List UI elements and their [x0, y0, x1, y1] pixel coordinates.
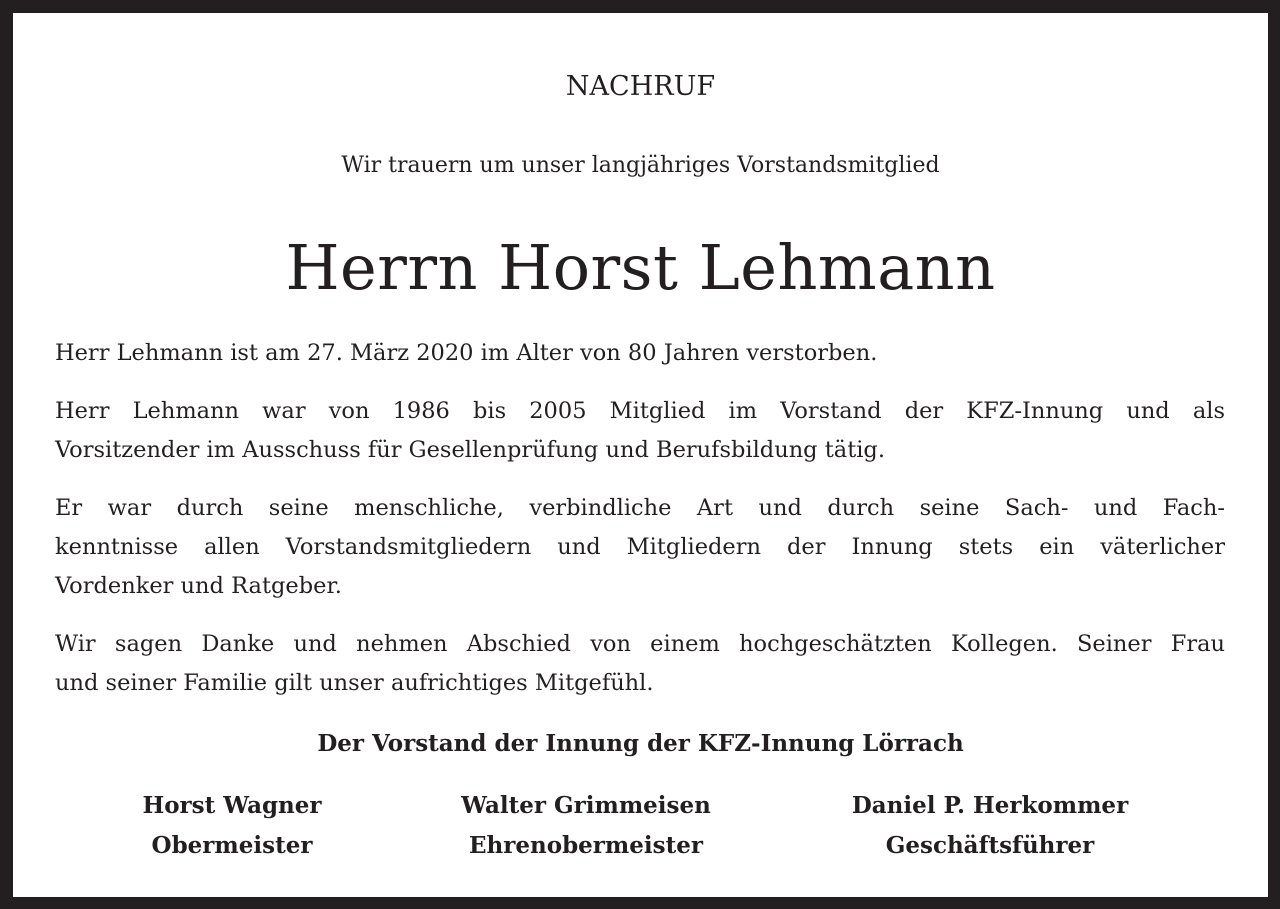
deceased-name: Herrn Horst Lehmann [285, 231, 996, 304]
signatory-name: Walter Grimmeisen [461, 792, 711, 819]
text-line: Wir sagen Danke und nehmen Abschied von einem hochgeschätzten Kollegen. Seiner Frau [55, 631, 1225, 657]
body-text [55, 334, 1225, 722]
paragraph [55, 334, 1225, 373]
text-line: Vorsitzender im Ausschuss für Gesellenprüfung und Berufsbildung tätig. [55, 437, 885, 463]
paragraph [55, 625, 1225, 703]
signatory [852, 786, 1128, 866]
heading: NACHRUF [565, 71, 716, 102]
signatory-role: Obermeister [151, 832, 313, 859]
text-line: Herr Lehmann war von 1986 bis 2005 Mitglied im Vorstand der KFZ-Innung und als [55, 398, 1225, 424]
paragraph [55, 489, 1225, 606]
text-line: und seiner Familie gilt unser aufrichtiges Mitgefühl. [55, 670, 654, 696]
obituary-notice [13, 13, 1268, 897]
signatory-name: Daniel P. Herkommer [851, 792, 1129, 819]
text-line: Vordenker und Ratgeber. [55, 573, 342, 599]
paragraph [55, 392, 1225, 470]
signatory [142, 786, 321, 866]
signatory-role: Geschäftsführer [885, 832, 1095, 859]
text-line: Herr Lehmann ist am 27. März 2020 im Alter von 80 Jahren verstorben. [55, 340, 878, 366]
text-line: kenntnisse allen Vorstandsmitgliedern und Mitgliedern der Innung stets ein väterlicher [55, 534, 1225, 560]
text-line: Er war durch seine menschliche, verbindliche Art und durch seine Sach- und Fach- [55, 495, 1225, 521]
signatory [461, 786, 711, 866]
signatory-role: Ehrenobermeister [469, 832, 703, 859]
board-line: Der Vorstand der Innung der KFZ-Innung Lörrach [317, 730, 964, 757]
subheading: Wir trauern um unser langjähriges Vorstandsmitglied [341, 153, 940, 178]
signatory-name: Horst Wagner [142, 792, 322, 819]
